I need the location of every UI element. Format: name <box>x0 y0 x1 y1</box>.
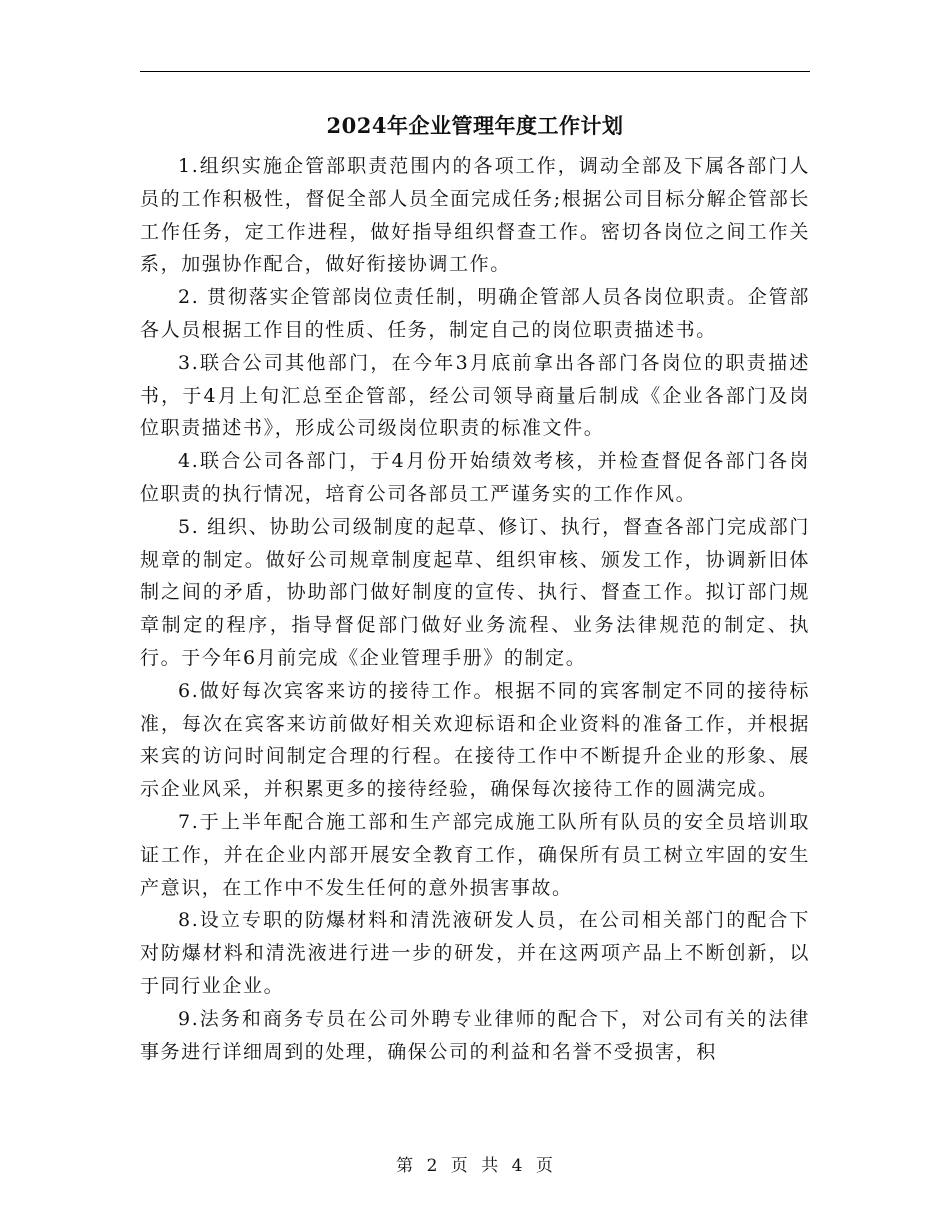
paragraph-3: 3.联合公司其他部门，在今年3月底前拿出各部门各岗位的职责描述书，于4月上旬汇总至企管部，经公司领导商量后制成《企业各部门及岗位职责描述书》，形成公司级岗位职责的标准文件。 <box>140 351 810 440</box>
paragraph-9: 9.法务和商务专员在公司外聘专业律师的配合下，对公司有关的法律事务进行详细周到的处理，确保公司的利益和名誉不受损害，积 <box>140 1007 810 1063</box>
paragraph-1: 1.组织实施企管部职责范围内的各项工作，调动全部及下属各部门人员的工作积极性，督促全部人员全面完成任务;根据公司目标分解企管部长工作任务，定工作进程，做好指导组织督查工作。密切各岗位之间工作关系，加强协作配合，做好衔接协调工作。 <box>140 155 810 276</box>
paragraph-6: 6.做好每次宾客来访的接待工作。根据不同的宾客制定不同的接待标准，每次在宾客来访前做好相关欢迎标语和企业资料的准备工作，并根据来宾的访问时间制定合理的行程。在接待工作中不断提升企业的形象、展示企业风采，并积累更多的接待经验，确保每次接待工作的圆满完成。 <box>140 679 810 801</box>
page-number: 第 2 页 共 4 页 <box>396 1156 554 1176</box>
paragraph-2: 2. 贯彻落实企管部岗位责任制，明确企管部人员各岗位职责。企管部各人员根据工作目的性质、任务，制定自己的岗位职责描述书。 <box>140 286 810 341</box>
paragraph-8: 8.设立专职的防爆材料和清洗液研发人员，在公司相关部门的配合下对防爆材料和清洗液进行进一步的研发，并在这两项产品上不断创新，以于同行业企业。 <box>140 909 810 997</box>
header-rule <box>140 71 810 72</box>
document-body <box>140 150 810 1068</box>
paragraph-4: 4.联合公司各部门，于4月份开始绩效考核，并检查督促各部门各岗位职责的执行情况，培育公司各部员工严谨务实的工作作风。 <box>140 450 810 505</box>
paragraph-5: 5. 组织、协助公司级制度的起草、修订、执行，督查各部门完成部门规章的制定。做好公司规章制度起草、组织审核、颁发工作，协调新旧体制之间的矛盾，协助部门做好制度的宣传、执行、督查工作。拟订部门规章制定的程序，指导督促部门做好业务流程、业务法律规范的制定、执行。于今年6月前完成《企业管理手册》的制定。 <box>140 515 810 669</box>
document-title: 2024年企业管理年度工作计划 <box>326 113 624 138</box>
paragraph-7: 7.于上半年配合施工部和生产部完成施工队所有队员的安全员培训取证工作，并在企业内部开展安全教育工作，确保所有员工树立牢固的安生产意识，在工作中不发生任何的意外损害事故。 <box>140 810 810 899</box>
